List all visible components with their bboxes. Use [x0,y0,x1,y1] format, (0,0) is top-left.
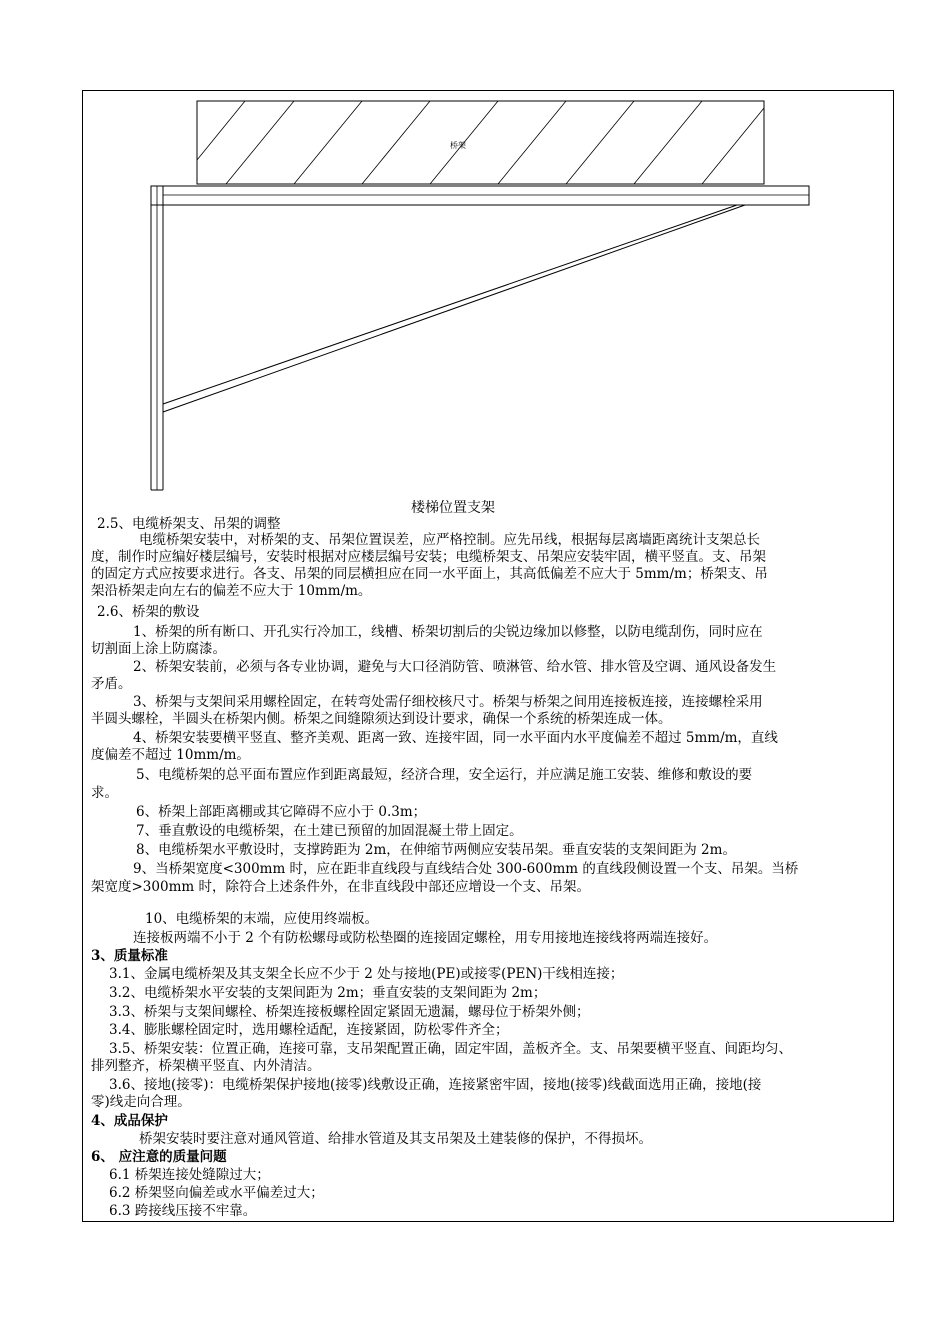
paragraph-line: 9、当桥架宽度<300mm 时，应在距非直线段与直线结合处 300-600mm 的直线段侧设置一个支、吊架。当桥 [133,861,799,877]
paragraph-line: 3.4、膨胀螺栓固定时，选用螺栓适配，连接紧固，防松零件齐全； [109,1022,509,1038]
paragraph-line: 度，制作时应编好楼层编号，安装时根据对应楼层编号安装；电缆桥架支、吊架应安装牢固，横平竖直。支、吊架 [91,549,766,565]
tray-label: 桥架 [450,141,466,150]
figure-caption: 楼梯位置支架 [411,500,495,516]
paragraph-line: 求。 [91,785,118,801]
paragraph-line: 7、垂直敷设的电缆桥架，在土建已预留的加固混凝土带上固定。 [136,823,523,839]
paragraph-line: 矛盾。 [91,676,132,692]
diagonal-brace [163,205,737,404]
horizontal-arm [151,186,809,205]
paragraph-line: 排列整齐，桥架横平竖直、内外清洁。 [91,1058,321,1074]
paragraph-line: 6.1 桥架连接处缝隙过大； [109,1167,270,1183]
paragraph-line: 8、电缆桥架水平敷设时，支撑跨距为 2m，在伸缩节两侧应安装吊架。垂直安装的支架间距为 2m。 [136,842,736,858]
section-2-6-title: 2.6、桥架的敷设 [97,604,200,620]
bracket-diagram [0,0,950,500]
paragraph-line: 半圆头螺栓，半圆头在桥架内侧。桥架之间缝隙须达到设计要求，确保一个系统的桥架连成一体。 [91,711,672,727]
paragraph-line: 度偏差不超过 10mm/m。 [91,747,250,763]
section-3-title: 3、质量标准 [91,948,168,964]
paragraph-line: 3.3、桥架与支架间螺栓、桥架连接板螺栓固定紧固无遗漏，螺母位于桥架外侧； [109,1004,590,1020]
paragraph-line: 架沿桥架走向左右的偏差不应大于 10mm/m。 [91,583,372,599]
paragraph-line: 3.2、电缆桥架水平安装的支架间距为 2m；垂直安装的支架间距为 2m； [109,985,547,1001]
section-2-5-title: 2.5、电缆桥架支、吊架的调整 [97,516,281,532]
paragraph-line: 1、桥架的所有断口、开孔实行冷加工，线槽、桥架切割后的尖锐边缘加以修整，以防电缆刮伤，同时应在 [133,624,763,640]
paragraph-line: 5、电缆桥架的总平面布置应作到距离最短，经济合理，安全运行，并应满足施工安装、维修和敷设的要 [136,767,753,783]
tray-hatching [197,101,764,184]
paragraph-line: 4、桥架安装要横平竖直、整齐美观、距离一致、连接牢固，同一水平面内水平度偏差不超过 5mm/m，直线 [133,730,778,746]
paragraph-line: 零)线走向合理。 [91,1094,191,1110]
paragraph-line: 3.6、接地(接零)：电缆桥架保护接地(接零)线敷设正确，连接紧密牢固，接地(接零)线截面选用正确，接地(接 [109,1077,762,1093]
paragraph-line: 10、电缆桥架的末端，应使用终端板。 [145,911,379,927]
section-6-title: 6、 应注意的质量问题 [91,1149,227,1165]
paragraph-line: 切割面上涂上防腐漆。 [91,641,226,657]
paragraph-line: 的固定方式应按要求进行。各支、吊架的同层横担应在同一水平面上，其高低偏差不应大于 5mm/m；桥架支、吊 [91,566,768,582]
paragraph-line: 连接板两端不小于 2 个有防松螺母或防松垫圈的连接固定螺栓，用专用接地连接线将两端连接好。 [133,930,718,946]
paragraph-line: 电缆桥架安装中，对桥架的支、吊架位置误差，应严格控制。应先吊线，根据每层离墙距离统计支架总长 [139,532,760,548]
paragraph-line: 6.3 跨接线压接不牢靠。 [109,1203,257,1219]
paragraph-line: 桥架安装时要注意对通风管道、给排水管道及其支吊架及土建装修的保护，不得损坏。 [139,1131,652,1147]
paragraph-line: 6.2 桥架竖向偏差或水平偏差过大； [109,1185,324,1201]
paragraph-line: 6、桥架上部距离棚或其它障碍不应小于 0.3m； [136,804,427,820]
section-4-title: 4、成品保护 [91,1113,168,1129]
paragraph-line: 3.1、金属电缆桥架及其支架全长应不少于 2 处与接地(PE)或接零(PEN)干线相连接； [109,966,624,982]
paragraph-line: 3.5、桥架安装：位置正确，连接可靠，支吊架配置正确，固定牢固，盖板齐全。支、吊架要横平竖直、间距均匀、 [109,1041,792,1057]
paragraph-line: 架宽度>300mm 时，除符合上述条件外，在非直线段中部还应增设一个支、吊架。 [91,879,590,895]
paragraph-line: 3、桥架与支架间采用螺栓固定，在转弯处需仔细校核尺寸。桥架与桥架之间用连接板连接，连接螺栓采用 [133,694,763,710]
cable-tray-box [197,101,764,184]
paragraph-line: 2、桥架安装前，必须与各专业协调，避免与大口径消防管、喷淋管、给水管、排水管及空调、通风设备发生 [133,659,777,675]
